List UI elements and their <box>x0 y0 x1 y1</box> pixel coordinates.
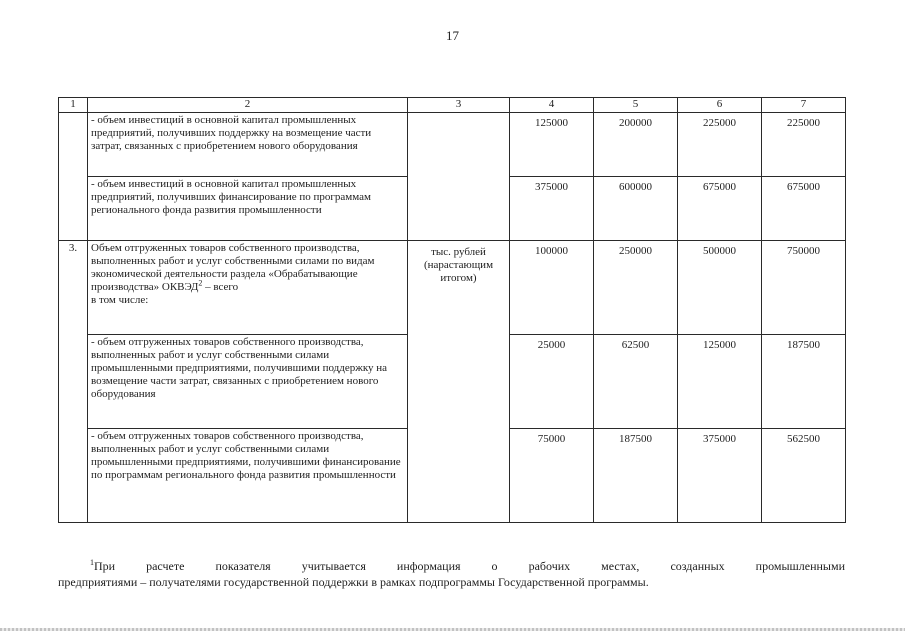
header-cell-3: 3 <box>408 98 510 113</box>
row-value: 562500 <box>762 429 846 523</box>
row-description: - объем отгруженных товаров собственного производства, выполненных работ и услуг собственными силами промышленными предприятиями, получившими финансирование по программам регионального фонда развития промышленности <box>88 429 408 523</box>
row-description-tail: – всего <box>202 281 239 293</box>
row-value: 200000 <box>594 113 678 177</box>
row-unit-cell <box>408 113 510 241</box>
footnote-line-1 <box>58 558 845 574</box>
row-value: 375000 <box>678 429 762 523</box>
page-number: 17 <box>446 28 459 43</box>
header-cell-4: 4 <box>510 98 594 113</box>
footnote <box>58 558 845 590</box>
row-value: 187500 <box>762 335 846 429</box>
row-value: 62500 <box>594 335 678 429</box>
row-value: 125000 <box>510 113 594 177</box>
table-row <box>59 241 846 335</box>
row-number: 3. <box>59 241 88 523</box>
row-value: 125000 <box>678 335 762 429</box>
row-value: 675000 <box>762 177 846 241</box>
row-description: - объем инвестиций в основной капитал промышленных предприятий, получивших поддержку на возмещение части затрат, связанных с приобретением нового оборудования <box>88 113 408 177</box>
row-value: 500000 <box>678 241 762 335</box>
row-value: 675000 <box>678 177 762 241</box>
row-value: 225000 <box>678 113 762 177</box>
row-number-cell <box>59 113 88 241</box>
header-cell-5: 5 <box>594 98 678 113</box>
table-row <box>59 113 846 177</box>
row-value: 600000 <box>594 177 678 241</box>
indicators-table <box>58 97 846 523</box>
header-cell-6: 6 <box>678 98 762 113</box>
row-value: 225000 <box>762 113 846 177</box>
row-unit: тыс. рублей (нарастающим итогом) <box>408 241 510 523</box>
footnote-text-1: При расчете показателя учитывается информация о рабочих местах, созданных промышленными <box>94 559 845 573</box>
header-cell-1: 1 <box>59 98 88 113</box>
scan-edge-artifact <box>0 628 905 631</box>
row-description-subtitle: в том числе: <box>91 294 149 306</box>
footnote-marker: 1 <box>90 558 94 567</box>
footnote-line-2: предприятиями – получателями государственной поддержки в рамках подпрограммы Государственной программы. <box>58 575 649 589</box>
row-description: - объем отгруженных товаров собственного производства, выполненных работ и услуг собственными силами промышленными предприятиями, получившими поддержку на возмещение части затрат, связанных с приобретением нового оборудования <box>88 335 408 429</box>
footnote-ref: 2 <box>198 278 203 288</box>
row-value: 25000 <box>510 335 594 429</box>
row-description-text: Объем отгруженных товаров собственного производства, выполненных работ и услуг собственными силами по видам экономической деятельности раздела «Обрабатывающие производства» ОКВЭД <box>91 242 375 293</box>
header-cell-7: 7 <box>762 98 846 113</box>
row-value: 750000 <box>762 241 846 335</box>
row-description: - объем инвестиций в основной капитал промышленных предприятий, получивших финансирование по программам регионального фонда развития промышленности <box>88 177 408 241</box>
row-value: 100000 <box>510 241 594 335</box>
row-value: 187500 <box>594 429 678 523</box>
row-value: 75000 <box>510 429 594 523</box>
table-header-row <box>59 98 846 113</box>
row-value: 250000 <box>594 241 678 335</box>
row-description <box>88 241 408 335</box>
row-value: 375000 <box>510 177 594 241</box>
header-cell-2: 2 <box>88 98 408 113</box>
